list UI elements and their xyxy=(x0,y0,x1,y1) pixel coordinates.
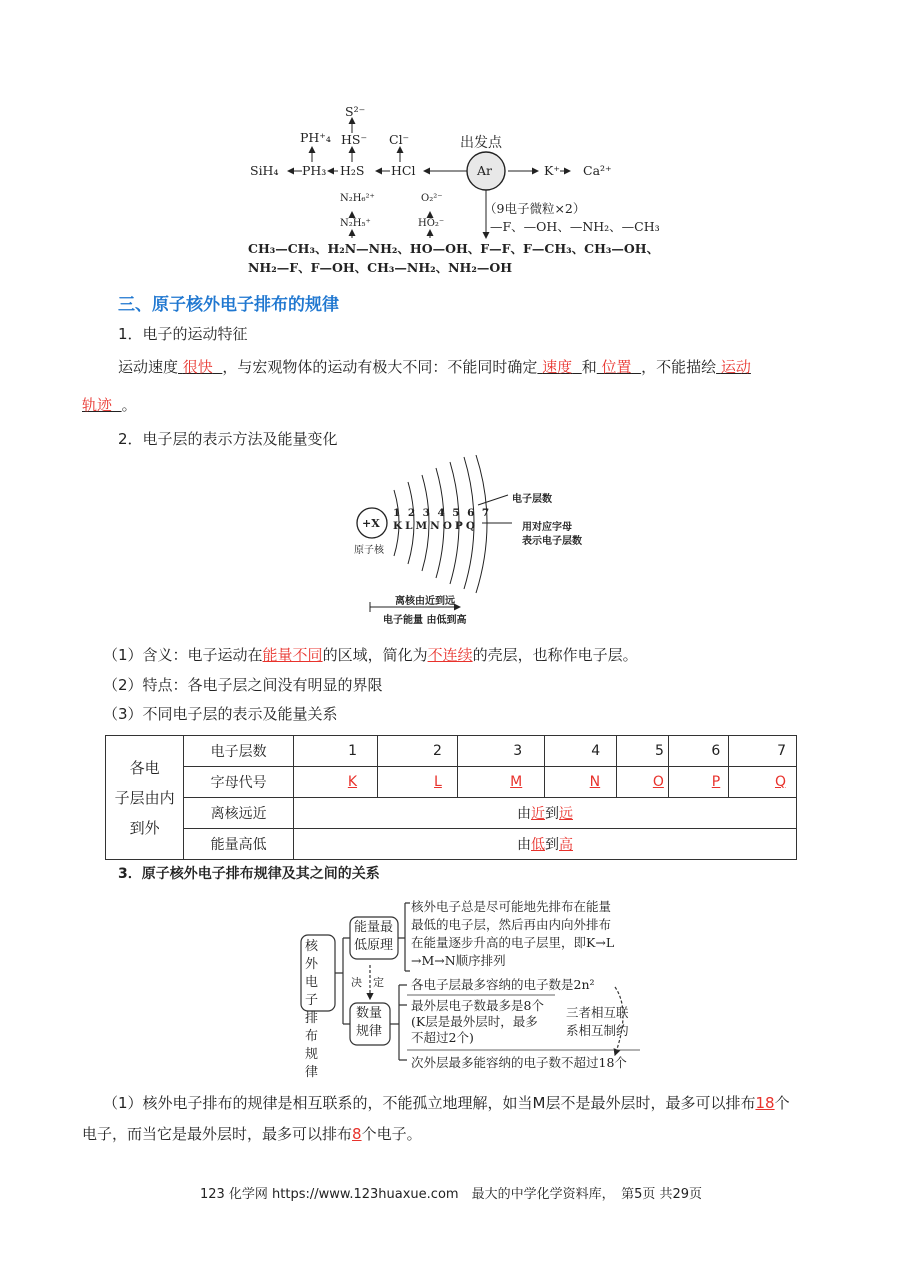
s2-ion: S²⁻ xyxy=(345,104,366,119)
ho2-ion: HO₂⁻ xyxy=(418,218,445,229)
shell-letter: O xyxy=(442,520,455,532)
ph3: PH₃ xyxy=(302,163,327,178)
page-footer: 123 化学网 https://www.123huaxue.com 最大的中学化学资料库， 第5页 共29页 xyxy=(199,1187,703,1202)
paragraph-rules-linked xyxy=(103,1096,790,1111)
subheading-3: 3．原子核外电子排布规律及其之间的关系 xyxy=(118,866,380,882)
o2-ion: O₂²⁻ xyxy=(421,193,443,204)
nucleus-symbol: +X xyxy=(362,517,380,530)
para1-text-d: 和 xyxy=(581,358,597,376)
item-representation: （3）不同电子层的表示及能量关系 xyxy=(103,705,338,723)
blank-fast: 很快 xyxy=(182,358,213,376)
table-cell: O xyxy=(617,767,669,798)
hs-ion: HS⁻ xyxy=(341,132,368,147)
subheading-2: 2．电子层的表示方法及能量变化 xyxy=(118,430,338,448)
shell-letter: P xyxy=(454,520,466,532)
blank-trajectory-a: 运动 xyxy=(720,358,751,376)
para1-text-f: 。 xyxy=(121,396,137,414)
shell-letter: N xyxy=(430,520,443,532)
box1-line: 能量最 xyxy=(354,920,394,935)
item1-text-a: （1）含义：电子运动在 xyxy=(103,646,263,664)
table-cell: 3 xyxy=(457,736,544,767)
blank-position: 位置 xyxy=(601,358,632,376)
shell-letter: K xyxy=(393,520,406,532)
value-18: 18 xyxy=(755,1094,775,1112)
rules-text3-line: (K层是最外层时，最多 xyxy=(411,1014,538,1029)
shell-letter: Q xyxy=(465,520,478,532)
para-last-text-d: 电子，而当它是最外层时，最多可以排布 xyxy=(82,1125,353,1143)
para-last-text-c: 个 xyxy=(774,1094,790,1112)
box1-line: 低原理 xyxy=(354,938,394,953)
k-ion: K⁺ xyxy=(544,163,560,178)
nine-electron-note: （9电子微粒×2） xyxy=(484,201,586,216)
shell-number: 6 xyxy=(467,507,482,519)
label-shell-count: 电子层数 xyxy=(512,494,552,505)
h2s: H₂S xyxy=(340,163,365,178)
distance-far: 远 xyxy=(559,806,573,822)
energy-low: 低 xyxy=(531,837,545,853)
rules-text1-line: 最低的电子层，然后再由内向外排布 xyxy=(411,917,612,932)
molecules-line-2: NH₂—F、F—OH、CH₃—NH₂、NH₂—OH xyxy=(248,260,513,275)
para-last-text-f: 个电子。 xyxy=(361,1125,422,1143)
paragraph-electron-motion-cont xyxy=(82,398,137,413)
energy-high: 高 xyxy=(559,837,573,853)
box2-line: 数量 xyxy=(356,1006,383,1021)
rules-decide: 决 定 xyxy=(351,976,384,989)
shell-letter: L xyxy=(405,520,416,532)
value-8: 8 xyxy=(352,1125,362,1143)
table-left-header xyxy=(106,736,184,860)
rules-text1-line: 核外电子总是尽可能地先排布在能量 xyxy=(411,899,612,914)
ar-atom: Ar xyxy=(477,163,493,178)
item1-discontinuous: 不连续 xyxy=(427,646,473,664)
energy-to: 到 xyxy=(545,837,559,853)
item1-text-e: 的壳层，也称作电子层。 xyxy=(472,646,638,664)
shell-number: 1 xyxy=(393,507,408,519)
table-cell: P xyxy=(668,767,728,798)
arrow-label-distance: 离核由近到远 xyxy=(395,596,455,607)
side-note-line: 系相互制约 xyxy=(566,1023,629,1038)
paragraph-electron-motion xyxy=(118,360,751,375)
n2h5-ion: N₂H₅⁺ xyxy=(340,218,371,229)
row-label-energy: 能量高低 xyxy=(184,829,294,860)
electron-shell-table xyxy=(105,735,797,860)
paragraph-rules-linked-cont xyxy=(82,1127,422,1142)
rules-text-outer-8 xyxy=(411,998,544,1046)
label-letters-1: 用对应字母 xyxy=(522,522,572,533)
para1-text-e: ，不能描绘 xyxy=(641,358,717,376)
rules-left-line: 核外 xyxy=(305,939,319,972)
left-header-line-1: 各电 xyxy=(129,758,160,777)
molecules-line-1: CH₃—CH₃、H₂N—NH₂、HO—OH、F—F、F—CH₃、CH₃—OH、 xyxy=(248,241,660,256)
table-cell: M xyxy=(457,767,544,798)
rules-left-box xyxy=(305,938,329,1082)
cl-ion: Cl⁻ xyxy=(389,132,410,147)
sih4: SiH₄ xyxy=(250,163,279,178)
shell-letters xyxy=(393,520,478,532)
shell-number: 2 xyxy=(407,507,423,519)
distance-from: 由 xyxy=(517,806,531,822)
rules-left-line: 排布 xyxy=(305,1011,319,1044)
table-cell: Q xyxy=(729,767,797,798)
shell-number: 4 xyxy=(437,507,453,519)
rules-side-note xyxy=(566,1004,629,1040)
para-last-text-a: （1）核外电子排布的规律是相互联系的，不能孤立地理解，如当M层不是最外层时，最多可以排布 xyxy=(103,1094,756,1112)
hcl: HCl xyxy=(391,163,416,178)
section-title: 三、原子核外电子排布的规律 xyxy=(118,295,339,315)
table-cell: L xyxy=(378,767,458,798)
shell-number: 5 xyxy=(452,507,468,519)
left-header-line-2: 子层由内 xyxy=(114,788,175,807)
item-feature: （2）特点：各电子层之间没有明显的界限 xyxy=(103,676,383,694)
table-cell: 7 xyxy=(729,736,797,767)
shell-number: 7 xyxy=(481,507,497,519)
label-letters-2: 表示电子层数 xyxy=(522,536,582,547)
table-cell: 2 xyxy=(378,736,458,767)
item-meaning xyxy=(103,648,638,663)
subheading-1: 1．电子的运动特征 xyxy=(118,325,248,343)
energy-value xyxy=(294,829,797,860)
shell-numbers xyxy=(393,507,497,519)
rules-left-line: 规律 xyxy=(305,1047,319,1080)
arrow-label-energy: 电子能量 由低到高 xyxy=(383,615,467,626)
ca-ion: Ca²⁺ xyxy=(583,163,612,178)
item1-energy-different: 能量不同 xyxy=(262,646,323,664)
rules-box-quantity xyxy=(356,1005,382,1041)
rules-text1-line: →M→N顺序排列 xyxy=(411,953,506,968)
n2h6-ion: N₂H₆²⁺ xyxy=(340,193,375,204)
blank-trajectory-b: 轨迹 xyxy=(82,396,113,414)
table-cell: 4 xyxy=(545,736,617,767)
row-label-letter-code: 字母代号 xyxy=(184,767,294,798)
left-header-line-3: 到外 xyxy=(129,818,160,837)
table-cell: 5 xyxy=(617,736,669,767)
start-point-label: 出发点 xyxy=(460,135,502,151)
rules-text1-line: 在能量逐步升高的电子层里，即K→L xyxy=(411,935,615,950)
rules-left-line: 电子 xyxy=(305,975,319,1008)
shell-number: 3 xyxy=(422,507,438,519)
rules-text3-line: 最外层电子数最多是8个 xyxy=(411,998,544,1013)
item1-text-c: 的区域，简化为 xyxy=(322,646,428,664)
shell-letter: M xyxy=(415,520,431,532)
functional-groups: —F、—OH、—NH₂、—CH₃ xyxy=(490,219,660,234)
rules-box-energy xyxy=(354,919,393,955)
para1-text-c: ，与宏观物体的运动有极大不同：不能同时确定 xyxy=(222,358,538,376)
rules-text3-line: 不超过2个) xyxy=(411,1030,474,1045)
box2-line: 规律 xyxy=(356,1024,383,1039)
distance-near: 近 xyxy=(531,806,545,822)
table-cell: 6 xyxy=(668,736,728,767)
table-cell: N xyxy=(545,767,617,798)
table-cell: K xyxy=(294,767,378,798)
rules-text-max-2n2: 各电子层最多容纳的电子数是2n² xyxy=(411,977,595,992)
rules-text-lowest-energy xyxy=(411,898,614,970)
row-label-distance: 离核远近 xyxy=(184,798,294,829)
ph4-ion: PH⁺₄ xyxy=(300,130,331,145)
blank-speed: 速度 xyxy=(542,358,573,376)
distance-to: 到 xyxy=(545,806,559,822)
rules-text-sub-outer-18: 次外层最多能容纳的电子数不超过18个 xyxy=(411,1055,627,1070)
row-label-shell-number: 电子层数 xyxy=(184,736,294,767)
energy-from: 由 xyxy=(517,837,531,853)
para1-text-a: 运动速度 xyxy=(118,358,179,376)
nucleus-label: 原子核 xyxy=(354,545,384,556)
distance-value xyxy=(294,798,797,829)
side-note-line: 三者相互联 xyxy=(566,1005,629,1020)
table-cell: 1 xyxy=(294,736,378,767)
